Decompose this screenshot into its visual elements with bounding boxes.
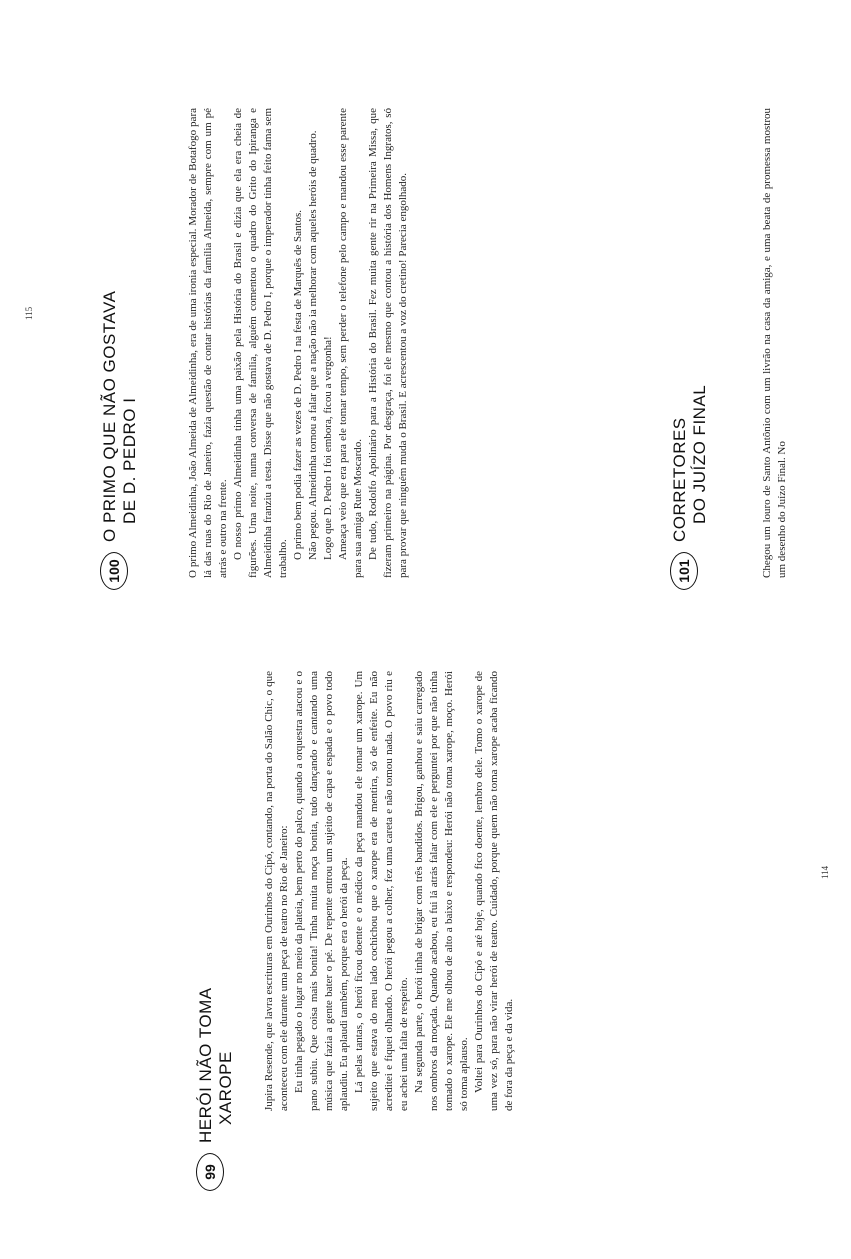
chapter-100-heading	[100, 182, 140, 590]
chapter-title-line: DE D. PEDRO I	[120, 397, 139, 524]
chapter-99-body	[262, 671, 517, 1111]
chapter-title	[196, 883, 236, 1143]
intro-paragraph: Chegou um louro de Santo Antônio com um livrão na casa da amiga, e uma beata de promessa mostrou um desenho do Juízo Final. No	[761, 108, 788, 578]
body-paragraph: Lá pelas tantas, o herói ficou doente e o médico da peça mandou ele tomar um xarope. Um sujeito que estava do meu lado cochichou que o xarope era de mentira, só de enfeite. Eu não acreditei e fiquei olhando. O herói pegou a colher, fez uma careta e não tomou nada. O povo riu e eu achei uma falta de respeito.	[353, 671, 410, 1111]
body-paragraph: Eu tinha pegado o lugar no meio da plateia, bem perto do palco, quando a orquestra atacou e o pano subiu. Que coisa mais bonita! Tinha muita moça bonita, tudo dançando e cantando uma música que fazia a gente bater o pé. De repente entrou um sujeito de capa e espada e o povo todo aplaudiu. Eu aplaudi também, porque era o herói da peça.	[293, 671, 350, 1111]
chapter-title	[670, 282, 710, 542]
chapter-101-heading	[670, 282, 710, 590]
page-number: 115	[24, 306, 34, 320]
body-paragraph: O primo bem podia fazer as vezes de D. Pedro I na festa de Marquês de Santos.	[292, 209, 304, 560]
body-paragraph: Não pegou. Almeidinha tornou a falar que a nação não ia melhorar com aqueles heróis de quadro.	[307, 130, 319, 560]
chapter-99-heading	[196, 883, 236, 1191]
chapter-title-line: HERÓI NÃO TOMA	[196, 987, 215, 1143]
body-paragraph: Na segunda parte, o herói tinha de brigar com três bandidos. Brigou, ganhou e saiu carregado nos ombros da moçada. Quando acabou, eu fui lá atrás falar com ele e perguntei por que não tinha tomado o xarope. Ele me olhou de alto a baixo e respondeu: Herói não toma xarope, moço. Herói só toma aplauso.	[413, 671, 470, 1111]
body-paragraph: O nosso primo Almeidinha tinha uma paixão pela História do Brasil e dizia que ela era cheia de figurões. Uma noite, numa conversa de família, alguém comentou o quadro do Grito do Ipiranga e Almeidinha franziu a testa. Disse que não gostava de D. Pedro I, porque o imperador tinha feito fama sem trabalho.	[232, 108, 289, 578]
chapter-number-badge: 99	[196, 1153, 224, 1191]
intro-paragraph	[262, 671, 292, 1111]
chapter-number-badge: 100	[100, 552, 128, 590]
page-number: 114	[820, 865, 830, 879]
intro-paragraph: O primo Almeidinha, João Almeida de Almeidinha, era de uma ironia especial. Morador de Botafogo para lá das ruas do Rio de Janeiro, fazia questão de contar histórias da família Almeida, sempre com um pé atrás e outro na frente.	[187, 108, 229, 578]
body-paragraph: Ameaça veio que era para ele tomar tempo, sem perder o telefone pelo campo e mandou esse parente para sua amiga Rute Moscardo.	[337, 108, 364, 578]
chapter-title-line: XAROPE	[216, 1051, 235, 1125]
chapter-100-body	[186, 108, 411, 578]
intro-text: Jupira Resende, que lavra escrituras em Ourinhos do Cipó, contando, na porta do Salão Chic, o que aconteceu com ele durante uma peça de teatro no Rio de Janeiro:	[263, 671, 290, 1111]
body-paragraph: Logo que D. Pedro I foi embora, ficou a vergonha!	[322, 336, 334, 560]
left-page	[0, 630, 851, 1259]
body-paragraph: Voltei para Ourinhos do Cipó e até hoje, quando fico doente, lembro dele. Tomo o xarope de uma vez só, para não virar herói de teatro. Cuidado, porque quem não toma xarope acaba ficando de fora da peça e da vida.	[473, 671, 515, 1111]
chapter-title-line: DO JUÍZO FINAL	[690, 384, 709, 524]
chapter-title-line: CORRETORES	[670, 417, 689, 542]
body-paragraph: De tudo, Rodolfo Apolinário para a História do Brasil. Fez muita gente rir na Primeira Missa, que fizeram primeiro na página. Por desgraça, foi ele mesmo que contou a história dos Homens Ingratos, só para provar que ninguém muda o Brasil. E acrescentou a voz do cretino! Parecia engolhado.	[367, 108, 409, 578]
chapter-number-badge: 101	[670, 552, 698, 590]
chapter-title-line: O PRIMO QUE NÃO GOSTAVA	[100, 290, 119, 542]
chapter-101-body	[760, 108, 790, 578]
chapter-title	[100, 182, 140, 542]
